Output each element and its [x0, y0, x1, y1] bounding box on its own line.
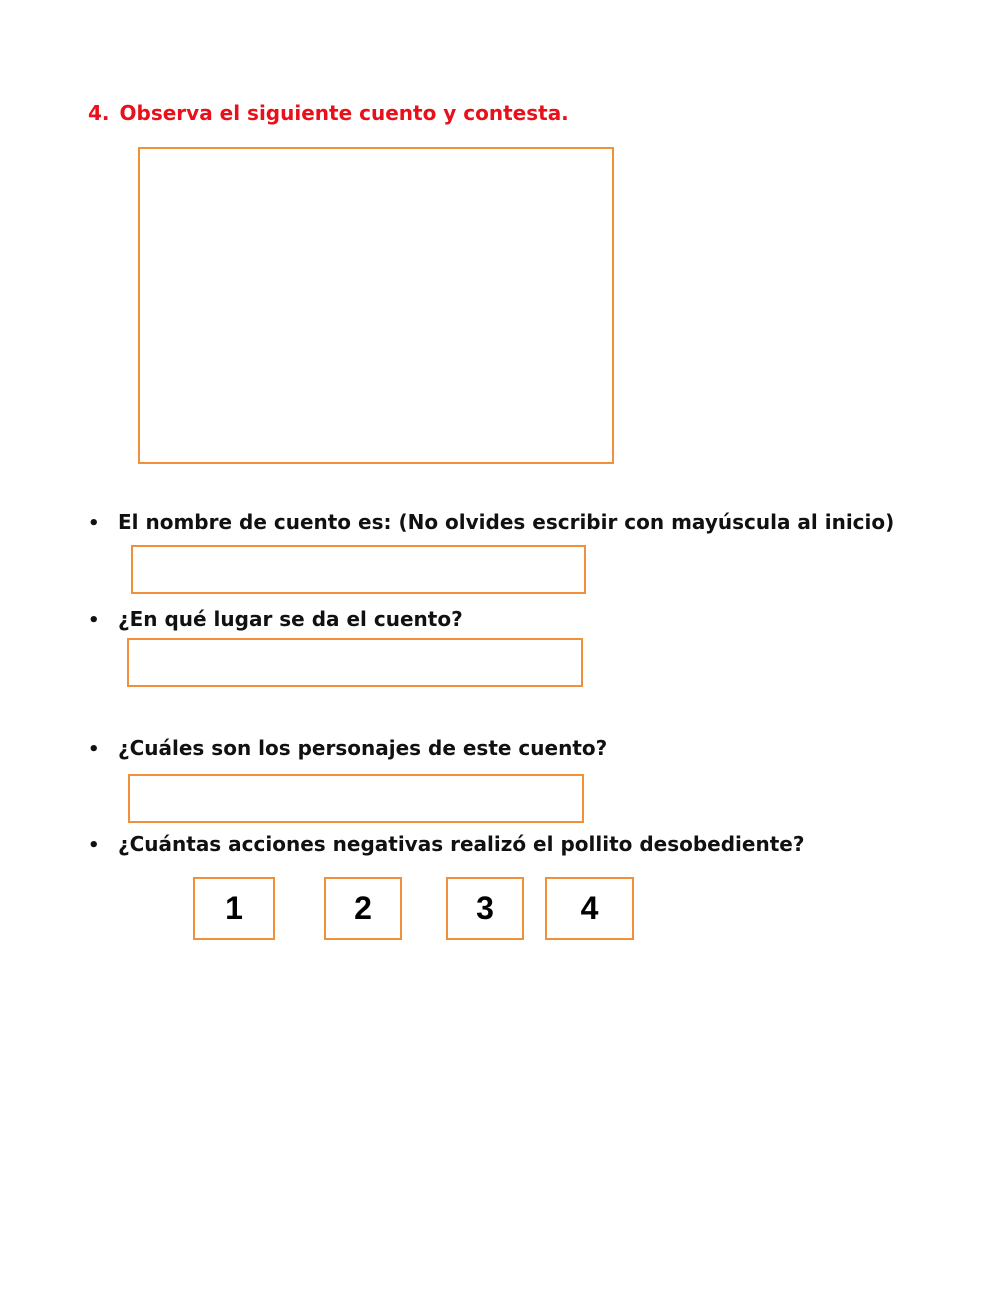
- choice-button-4[interactable]: 4: [545, 877, 634, 940]
- choice-button-2[interactable]: 2: [324, 877, 402, 940]
- bullet-icon: •: [88, 835, 100, 856]
- answer-input-story-name[interactable]: [131, 545, 586, 594]
- section-number: 4.: [88, 101, 110, 125]
- question-text: ¿Cuántas acciones negativas realizó el pollito desobediente?: [118, 832, 805, 856]
- bullet-icon: •: [88, 739, 100, 760]
- choice-button-3[interactable]: 3: [446, 877, 524, 940]
- question-story-place: [88, 607, 463, 631]
- section-heading: [88, 101, 569, 125]
- question-text: ¿Cuáles son los personajes de este cuento?: [118, 736, 608, 760]
- bullet-icon: •: [88, 513, 100, 534]
- story-media-frame[interactable]: [138, 147, 614, 464]
- section-title: Observa el siguiente cuento y contesta.: [119, 101, 569, 125]
- answer-input-story-characters[interactable]: [128, 774, 584, 823]
- question-text: ¿En qué lugar se da el cuento?: [118, 607, 463, 631]
- question-negative-actions: [88, 832, 804, 856]
- answer-input-story-place[interactable]: [127, 638, 583, 687]
- question-story-name: [88, 510, 894, 534]
- question-text: El nombre de cuento es: (No olvides escribir con mayúscula al inicio): [118, 510, 895, 534]
- choice-button-1[interactable]: 1: [193, 877, 275, 940]
- bullet-icon: •: [88, 610, 100, 631]
- question-story-characters: [88, 736, 607, 760]
